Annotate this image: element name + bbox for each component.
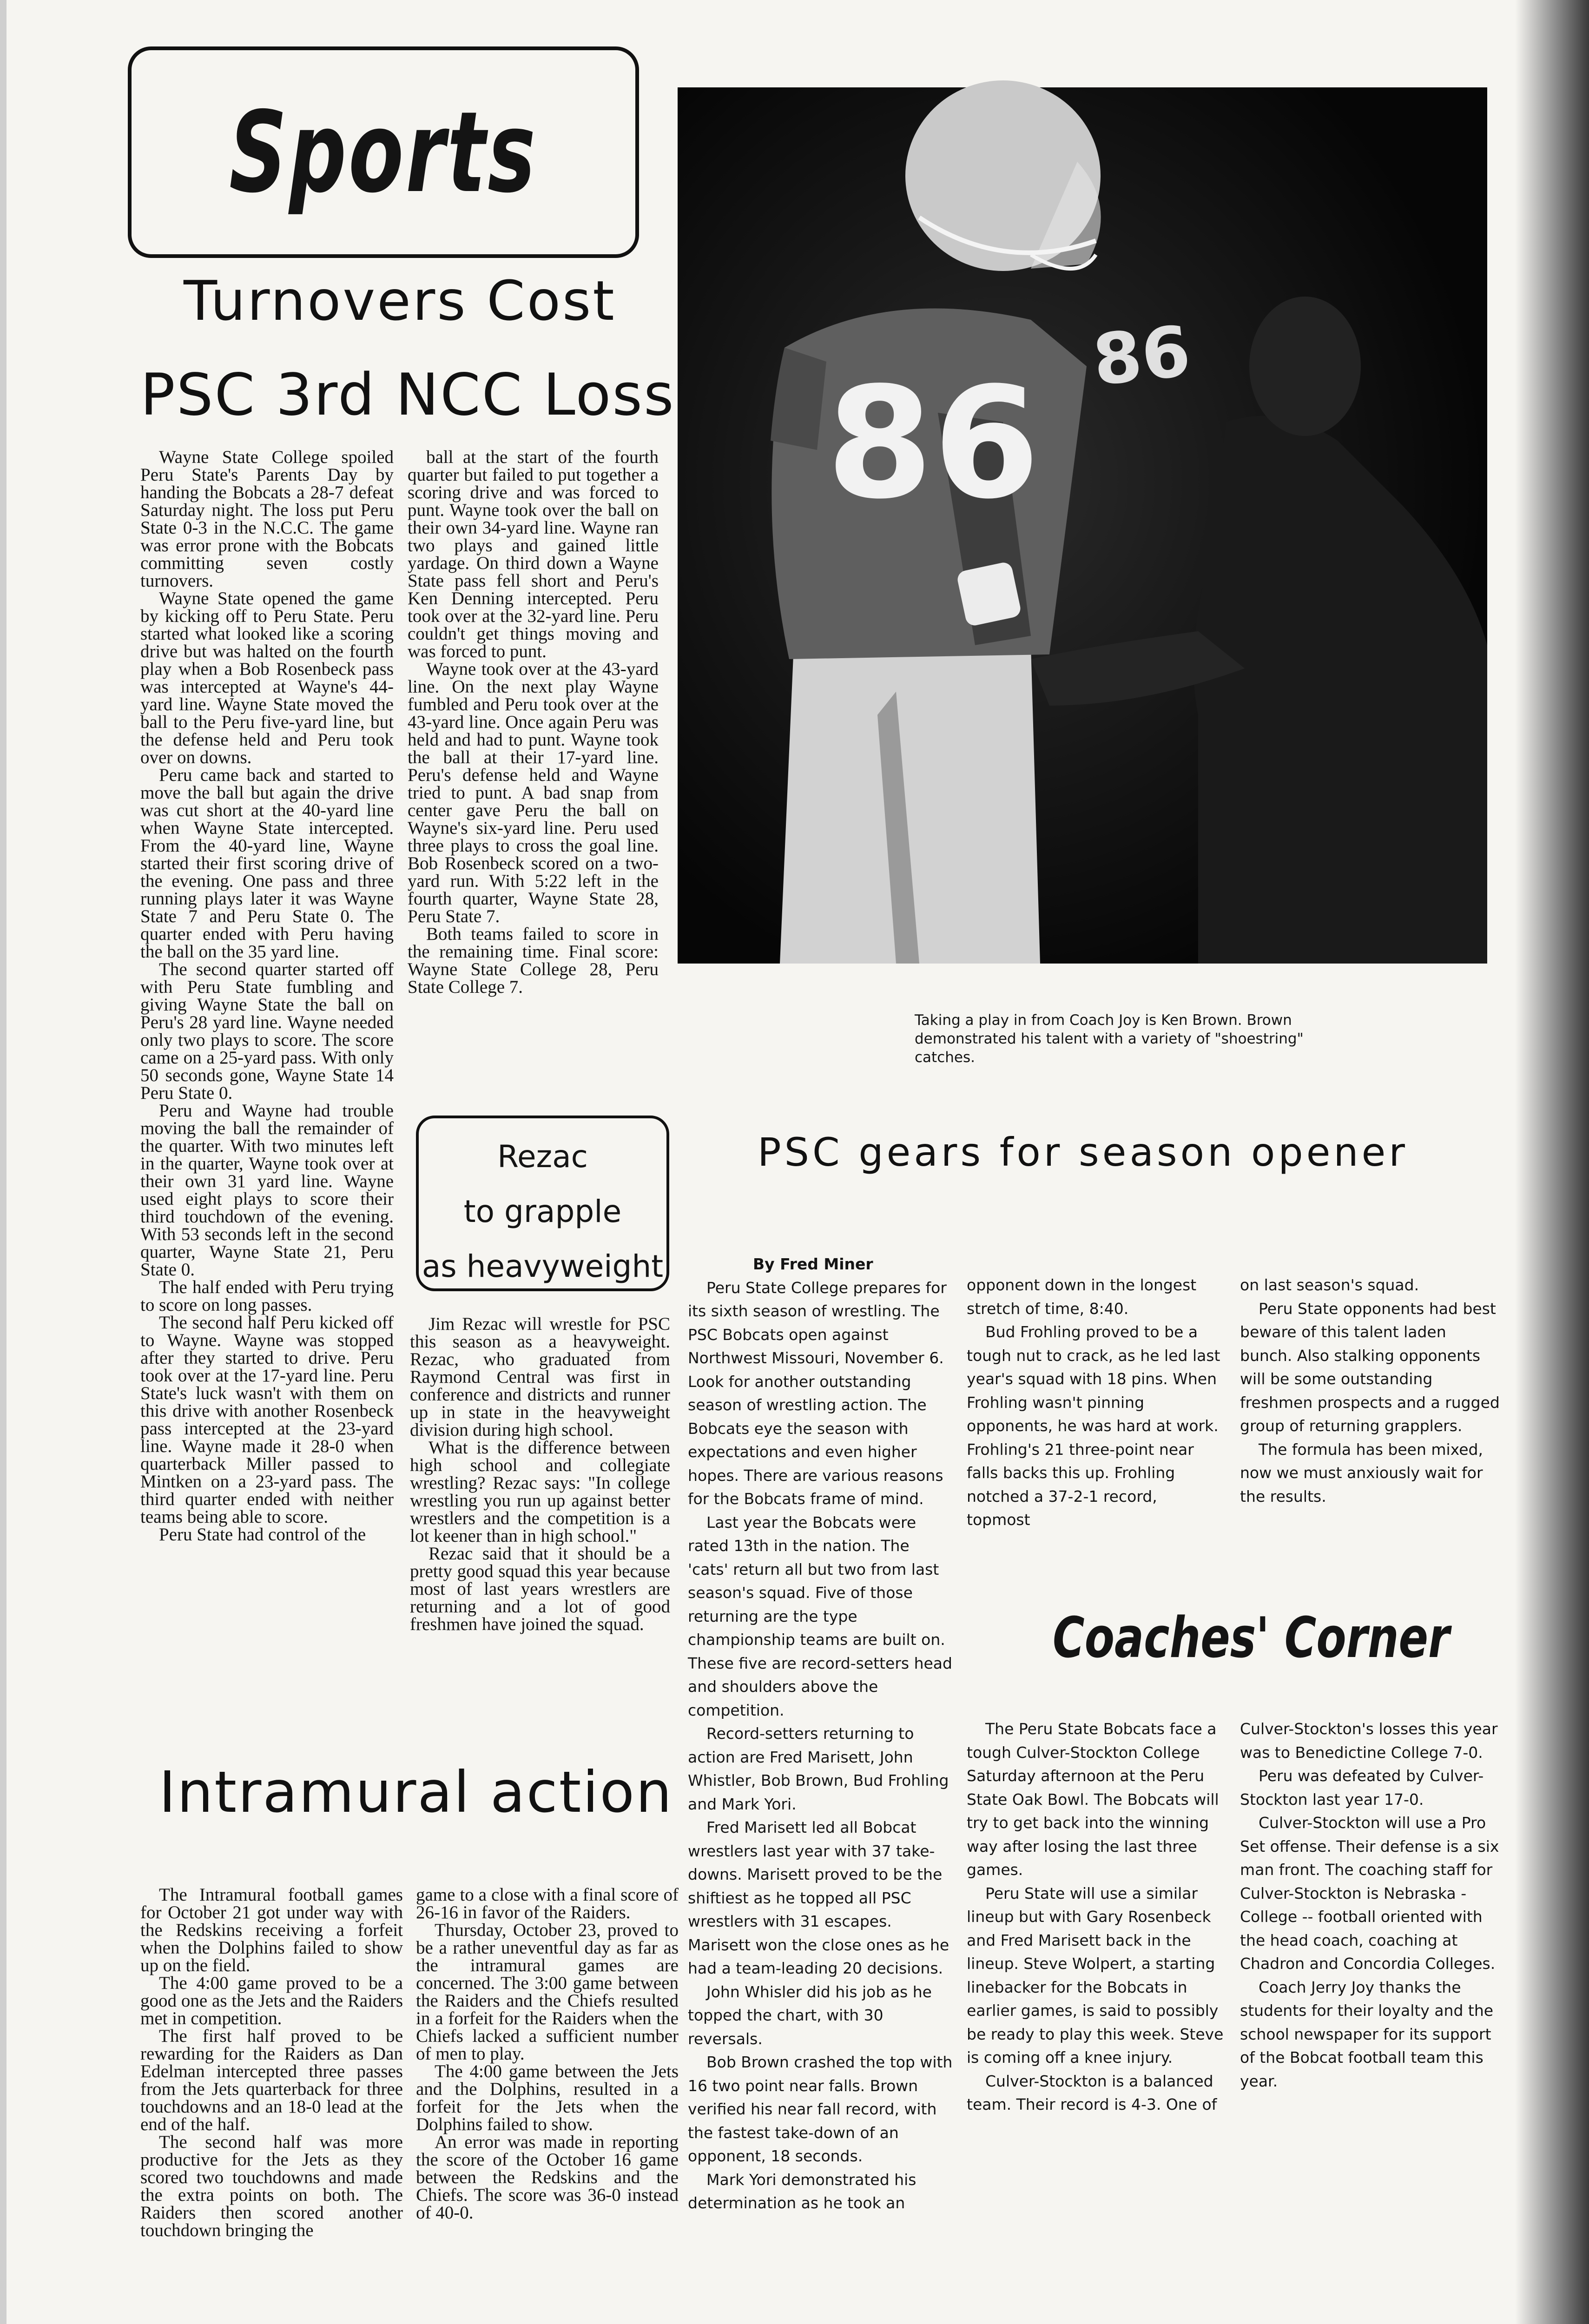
paragraph: What is the difference between high school and collegiate wrestling? Rezac says: "In college wrestling you run up against better wrestlers and the competition is a lot keener than in high school." bbox=[410, 1438, 670, 1546]
paragraph: The second half Peru kicked off to Wayne. Wayne was stopped after they started to drive. Peru took over at the 17-yard line. Peru State's luck wasn't with them on this drive with another Rosenbeck pass intercepted at the 23-yard line. Wayne made it 28-0 when quarterback Miller passed to Mintken on a 23-yard pass. The third quarter ended with neither teams being able to score. bbox=[140, 1313, 394, 1527]
paragraph: The second quarter started off with Peru State fumbling and giving Wayne State the ball on Peru's 28 yard line. Wayne needed only two plays to score. The score came on a 25-yard pass. With only 50 seconds gone, Wayne State 14 Peru State 0. bbox=[140, 959, 394, 1103]
paragraph: game to a close with a final score of 26-16 in favor of the Raiders. bbox=[416, 1885, 679, 1922]
intramural-column-2 bbox=[416, 1886, 679, 2324]
paragraph: Peru was defeated by Culver-Stockton last year 17-0. bbox=[1240, 1767, 1484, 1809]
left-page-edge bbox=[0, 0, 7, 2324]
paragraph: Peru came back and started to move the ball but again the drive was cut short at the 40-yard line when Wayne State intercepted. From the 40-yard line, Wayne started their first scoring drive of the evening. One pass and three running plays later it was Wayne State 7 and Peru State 0. The quarter ended with Peru having the ball on the 35 yard line. bbox=[140, 765, 394, 962]
football-player-photo bbox=[678, 87, 1487, 964]
coaches-corner-title: Coaches' Corner bbox=[1053, 1606, 1450, 1670]
paragraph: The half ended with Peru trying to score on long passes. bbox=[140, 1277, 394, 1315]
wrestling-column-3 bbox=[1240, 1274, 1500, 1534]
paragraph: The formula has been mixed, now we must anxiously wait for the results. bbox=[1240, 1440, 1483, 1505]
right-page-shadow bbox=[1515, 0, 1589, 2324]
paragraph: Mark Yori demonstrated his determination as he took an bbox=[688, 2170, 916, 2212]
paragraph: Peru State College prepares for its sixth season of wrestling. The PSC Bobcats open against Northwest Missouri, November 6. Look for another outstanding season of wrestling action. The Bobcats eye the season with expectations and even higher hopes. There are various reasons for the Bobcats frame of mind. bbox=[688, 1278, 947, 1508]
coaches-column-2 bbox=[1240, 1717, 1503, 2136]
paragraph: Peru State opponents had best beware of this talent laden bunch. Also stalking opponents will be some outstanding freshmen prospects and a rugged group of returning grapplers. bbox=[1240, 1299, 1500, 1435]
paragraph: The first half proved to be rewarding for the Raiders as Dan Edelman intercepted three passes from the Jets quarterback for three touchdowns and an 18-0 lead at the end of the half. bbox=[140, 2026, 403, 2134]
wrestling-column-2 bbox=[967, 1274, 1225, 1562]
wrestling-headline: PSC gears for season opener bbox=[758, 1129, 1408, 1175]
paragraph: Rezac said that it should be a pretty good squad this year because most of last years wrestlers are returning and a lot of good freshmen have joined the squad. bbox=[410, 1544, 670, 1634]
paragraph: Coach Jerry Joy thanks the students for their loyalty and the school newspaper for its support of the Bobcat football team this year. bbox=[1240, 1978, 1494, 2090]
paragraph: Culver-Stockton will use a Pro Set offense. Their defense is a six man front. The coaching staff for Culver-Stockton is Nebraska - College -- football oriented with the head coach, coaching at Chadron and Concordia Colleges. bbox=[1240, 1814, 1499, 1973]
section-title: Sports bbox=[229, 87, 538, 218]
coaches-column-1 bbox=[967, 1717, 1229, 2136]
paragraph: John Whisler did his job as he topped the chart, with 30 reversals. bbox=[688, 1982, 932, 2048]
paragraph: Bud Frohling proved to be a tough nut to crack, as he led last year's squad with 18 pins. When Frohling wasn't pinning opponents, he was hard at work. Frohling's 21 three-point near falls backs this up. Frohling notched a 37-2-1 record, topmost bbox=[967, 1323, 1220, 1529]
paragraph: Bob Brown crashed the top with 16 two point near falls. Brown verified his near fall record, with the fastest take-down of an opponent, 18 seconds. bbox=[688, 2053, 953, 2165]
photo-illustration bbox=[678, 87, 1487, 964]
byline: By Fred Miner bbox=[753, 1255, 873, 1273]
rezac-headline-line3: as heavyweight bbox=[422, 1248, 664, 1284]
paragraph: Both teams failed to score in the remaining time. Final score: Wayne State College 28, Peru State College 7. bbox=[408, 924, 659, 997]
paragraph: Wayne State College spoiled Peru State's Parents Day by handing the Bobcats a 28-7 defeat Saturday night. The loss put Peru State 0-3 in the N.C.C. The game was error prone with the Bobcats committing seven costly turnovers. bbox=[140, 447, 394, 591]
main-story-column-1 bbox=[140, 449, 394, 1713]
paragraph: Peru State will use a similar lineup but with Gary Rosenbeck and Fred Marisett back in the lineup. Steve Wolpert, a starting linebacker for the Bobcats in earlier games, is said to possibly be ready to play this week. Steve is coming off a knee injury. bbox=[967, 1884, 1224, 2067]
main-headline-line2: PSC 3rd NCC Loss bbox=[140, 362, 675, 429]
rezac-headline-line2: to grapple bbox=[463, 1194, 622, 1229]
paragraph: Culver-Stockton is a balanced team. Their record is 4-3. One of bbox=[967, 2072, 1217, 2113]
paragraph: Wayne took over at the 43-yard line. On the next play Wayne fumbled and Peru took over at the 43-yard line. Once again Peru was held and had to punt. Wayne took the ball at their 17-yard line. Peru's defense held and Wayne tried to punt. A bad snap from center gave Peru the ball on Wayne's six-yard line. Peru used three plays to cross the goal line. Bob Rosenbeck scored on a two-yard run. With 5:22 left in the fourth quarter, Wayne State 28, Peru State 7. bbox=[408, 659, 659, 926]
paragraph: Jim Rezac will wrestle for PSC this season as a heavyweight. Rezac, who graduated from Raymond Central was first in conference and districts and runner up in state in the heavyweight division during high school. bbox=[410, 1314, 670, 1440]
main-headline-line1: Turnovers Cost bbox=[184, 269, 616, 333]
paragraph: Peru State had control of the bbox=[159, 1525, 366, 1545]
paragraph: Culver-Stockton's losses this year was to Benedictine College 7-0. bbox=[1240, 1720, 1498, 1762]
paragraph: Thursday, October 23, proved to be a rather uneventful day as far as the intramural games are concerned. The 3:00 game between the Raiders and the Chiefs resulted in a forfeit for the Raiders when the Chiefs lacked a sufficient number of men to play. bbox=[416, 1920, 679, 2064]
photo-caption: Taking a play in from Coach Joy is Ken Brown. Brown demonstrated his talent with a variety of "shoestring" catches. bbox=[915, 1012, 1304, 1066]
paragraph: The 4:00 game between the Jets and the Dolphins, resulted in a forfeit for the Jets when the Dolphins failed to show. bbox=[416, 2061, 679, 2134]
paragraph: Last year the Bobcats were rated 13th in the nation. The 'cats' return all but two from last season's squad. Five of those returning are the type championship teams are built on. These five are record-setters head and shoulders above the competition. bbox=[688, 1513, 952, 1719]
paragraph: The Intramural football games for October 21 got under way with the Redskins receiving a forfeit when the Dolphins failed to show up on the field. bbox=[140, 1885, 403, 1975]
rezac-story-body bbox=[410, 1315, 670, 1715]
rezac-headline-line1: Rezac bbox=[497, 1139, 588, 1175]
rezac-headline-box bbox=[416, 1116, 669, 1291]
jersey-number-back: 86 bbox=[826, 354, 1040, 533]
paragraph: An error was made in reporting the score of the October 16 game between the Redskins and the Chiefs. The score was 36-0 instead of 40-0. bbox=[416, 2132, 679, 2223]
paragraph: Record-setters returning to action are Fred Marisett, John Whistler, Bob Brown, Bud Frohling and Mark Yori. bbox=[688, 1724, 949, 1813]
sports-masthead-box bbox=[128, 46, 639, 258]
paragraph: Fred Marisett led all Bobcat wrestlers last year with 37 take-downs. Marisett proved to be the shiftiest as he topped all PSC wrestlers with 31 escapes. Marisett won the close ones as he had a team-leading 20 decisions. bbox=[688, 1818, 949, 1977]
main-story-column-2 bbox=[408, 449, 659, 1090]
paragraph: Wayne State opened the game by kicking off to Peru State. Peru started what looked like a scoring drive but was halted on the fourth play when a Bob Rosenbeck pass was intercepted at Wayne's 44-yard line. Wayne State moved the ball to the Peru five-yard line, but the defense held and Peru took over on downs. bbox=[140, 588, 394, 767]
paragraph: ball at the start of the fourth quarter but failed to put together a scoring drive and was forced to punt. Wayne took over the ball on their own 34-yard line. Wayne ran two plays and gained little yardage. On third down a Wayne State pass fell short and Peru's Ken Denning intercepted. Peru took over at the 32-yard line. Peru couldn't get things moving and was forced to punt. bbox=[408, 447, 659, 661]
paragraph: The Peru State Bobcats face a tough Culver-Stockton College Saturday afternoon at the Peru State Oak Bowl. The Bobcats will try to get back into the winning way after losing the last three games. bbox=[967, 1720, 1219, 1879]
jersey-number-sleeve: 86 bbox=[1089, 310, 1194, 402]
intramural-column-1 bbox=[140, 1886, 403, 2324]
intramural-headline: Intramural action bbox=[159, 1759, 673, 1825]
paragraph: Peru and Wayne had trouble moving the ball the remainder of the quarter. With two minutes left in the quarter, Wayne took over at their own 31 yard line. Wayne used eight plays to score their third touchdown of the evening. With 53 seconds left in the second quarter, Wayne State 21, Peru State 0. bbox=[140, 1101, 394, 1280]
wrestling-column-1 bbox=[688, 1253, 953, 2212]
paragraph: The second half was more productive for the Jets as they scored two touchdowns and made the extra points on both. The Raiders then scored another touchdown bringing the bbox=[140, 2132, 403, 2240]
paragraph: opponent down in the longest stretch of time, 8:40. bbox=[967, 1276, 1197, 1318]
paragraph: The 4:00 game proved to be a good one as the Jets and the Raiders met in competition. bbox=[140, 1973, 403, 2028]
paragraph: on last season's squad. bbox=[1240, 1276, 1419, 1294]
